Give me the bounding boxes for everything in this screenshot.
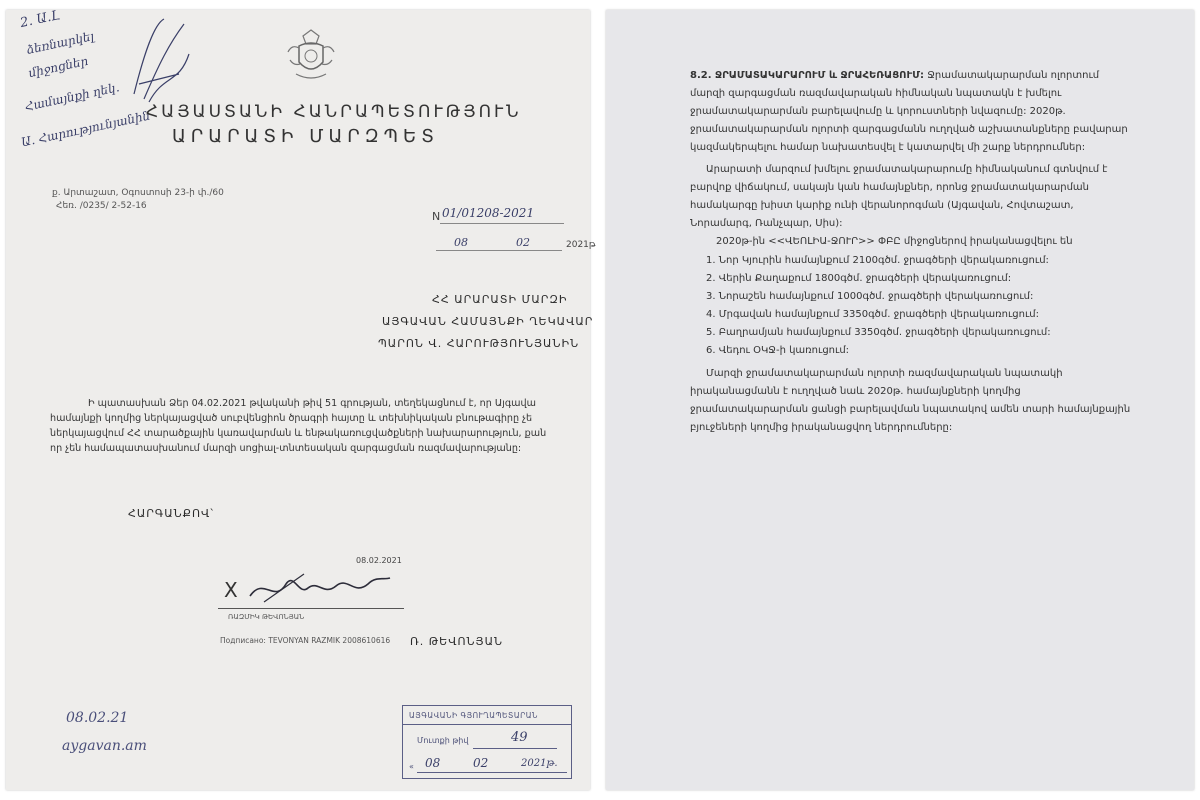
handwritten-line: միջոցներ bbox=[27, 53, 90, 81]
incoming-stamp bbox=[402, 705, 572, 779]
paragraph-line: իրականացմանն է ուղղված նաև 2020թ. համայնքների կողմից bbox=[690, 386, 1021, 397]
paragraph-line: Արարատի մարզում խմելու ջրամատակարարումը հիմնականում գտնվում է bbox=[706, 164, 1108, 175]
recipient-line: ՀՀ ԱՐԱՐԱՏԻ ՄԱՐԶԻ bbox=[432, 293, 568, 306]
sign-x-mark: X bbox=[224, 578, 238, 602]
stamp-month: 02 bbox=[473, 756, 489, 770]
paragraph-line: համակարգը խիստ կարիք ունի վերանորոգման (Այգավան, Հովտաշատ, bbox=[690, 200, 1074, 211]
handwritten-date: 08.02.21 bbox=[66, 710, 129, 726]
stamp-year: 2021թ. bbox=[521, 758, 558, 769]
handwritten-line: Համայնքի ղեկ․ bbox=[23, 80, 121, 114]
list-item: 6. Վեդու ՕԿՋ-ի կառուցում: bbox=[706, 345, 850, 356]
paragraph-line: Նորամարգ, Ռանչպար, Սիս): bbox=[690, 218, 843, 229]
ref-underline bbox=[440, 223, 564, 224]
signature-line bbox=[218, 608, 404, 609]
stamp-incoming-number: 49 bbox=[511, 730, 528, 745]
letter-page bbox=[6, 7, 596, 790]
date-year: 2021թ bbox=[566, 240, 596, 250]
section-title: 8.2. ՋՐԱՄԱՏԱԿԱՐԱՐՈՒՄ և ՋՐԱՀԵՌԱՑՈՒՄ: bbox=[690, 70, 925, 81]
recipient-line: ԱՅԳԱՎԱՆ ՀԱՄԱՅՆՔԻ ՂԵԿԱՎԱՐ bbox=[382, 315, 594, 328]
phone-text: Հեռ. /0235/ 2-52-16 bbox=[56, 201, 147, 211]
paragraph-line: ջրամատակարարման ոլորտի զարգացմանն ուղղված աշխատանքները բավարար bbox=[690, 124, 1128, 135]
ref-number: 01/01208-2021 bbox=[442, 206, 535, 220]
paragraph-line: բարվոք վիճակում, սակայն կան համայնքներ, որոնց ջրամատակարարման bbox=[690, 182, 1089, 193]
e-signature-text: Подписано: TEVONYAN RAZMIK 2008610616 bbox=[220, 636, 391, 645]
works-list bbox=[706, 252, 1051, 360]
list-item: 4. Մրգավան համայնքում 3350գծմ. ջրագծերի վերակառուցում: bbox=[706, 309, 1040, 320]
coat-of-arms-icon bbox=[284, 26, 338, 84]
paragraph-line: կազմակերպելու համար նախատեսվել է կատարվել մի շարք ներդրումներ: bbox=[690, 142, 1086, 153]
plan-page bbox=[606, 10, 1194, 790]
stamp-incoming-label: Մուտքի թիվ bbox=[417, 736, 469, 745]
ref-prefix: N bbox=[432, 210, 441, 223]
signer-caption: ՌԱԶՄԻԿ ԹԵՎՈՆՅԱՆ bbox=[228, 613, 305, 621]
paragraph-line: մարզի զարգացման ռազմավարական հիմնական նպատակն է խմելու bbox=[690, 88, 1062, 99]
list-item: 3. Նորաշեն համայնքում 1000գծմ. ջրագծերի վերակառուցում: bbox=[706, 291, 1034, 302]
closing-text: ՀԱՐԳԱՆՔՈՎ՝ bbox=[128, 507, 214, 520]
section-line bbox=[690, 68, 1099, 83]
handwritten-site: aygavan.am bbox=[62, 738, 147, 754]
paragraph-line: Ջրամատակարարման ոլորտում bbox=[927, 70, 1100, 81]
stamp-date-line bbox=[417, 772, 567, 773]
handwritten-line: Ա․ Հարությունյանին bbox=[19, 108, 152, 150]
date-month: 02 bbox=[516, 236, 530, 249]
signature-scribble-icon bbox=[124, 14, 194, 104]
stamp-quote-mark: « bbox=[409, 762, 414, 771]
authority-heading: ԱՐԱՐԱՏԻ ՄԱՐԶՊԵՏ bbox=[172, 126, 439, 147]
stamp-title: ԱՅԳԱՎԱՆԻ ԳՅՈՒՂԱՊԵՏԱՐԱՆ bbox=[409, 711, 538, 720]
list-item: 2. Վերին Քաղաքում 1800գծմ. ջրագծերի վերակառուցում: bbox=[706, 273, 1012, 284]
paragraph-line: բյուջեների կողմից իրականացվող ներդրումները: bbox=[690, 422, 953, 433]
date-day: 08 bbox=[454, 236, 468, 249]
handwritten-line: ձեռնարկել bbox=[25, 29, 96, 57]
paragraph-line: Մարզի ջրամատակարարման ոլորտի ռազմավարական նպատակի bbox=[706, 368, 1063, 379]
stamp-day: 08 bbox=[425, 756, 441, 770]
body-line: համայնքի կողմից ներկայացված սուբվենցիոն ծրագրի հայտը և տեխնիկական բնութագիրը չե bbox=[50, 413, 533, 424]
stamp-number-line bbox=[473, 748, 557, 749]
body-line: Ի պատասխան Ձեր 04.02.2021 թվականի թիվ 51 գրության, տեղեկացնում է, որ Այգավա bbox=[88, 398, 536, 409]
list-intro: 2020թ-ին <<ՎԵՈԼԻԱ-ՋՈՒՐ>> ՓԲԸ միջոցներով իրականացվելու են bbox=[716, 236, 1073, 247]
paragraph-line: ջրամատակարարման ցանցի բարելավման նպատակով ամեն տարի համայնքային bbox=[690, 404, 1131, 415]
list-item: 5. Բաղրամյան համայնքում 3350գծմ. ջրագծերի վերակառուցում: bbox=[706, 327, 1051, 338]
address-text: ք. Արտաշատ, Օգոստոսի 23-ի փ./60 bbox=[52, 188, 224, 198]
paragraph-line: ջրամատակարարման բարելավումը և կորուստների նվազումը: 2020թ. bbox=[690, 106, 1066, 117]
sign-date: 08.02.2021 bbox=[356, 556, 402, 565]
signer-name: Ռ. ԹԵՎՈՆՅԱՆ bbox=[410, 635, 504, 648]
signature-icon bbox=[244, 566, 394, 610]
body-line: որ չեն համապատասխանում մարզի սոցիալ-տնտեսական զարգացման ռազմավարությանը: bbox=[50, 443, 522, 454]
list-item: 1. Նոր Կյուրին համայնքում 2100գծմ. ջրագծերի վերակառուցում: bbox=[706, 255, 1049, 266]
stamp-divider bbox=[403, 724, 571, 725]
country-heading: ՀԱՅԱՍՏԱՆԻ ՀԱՆՐԱՊԵՏՈՒԹՅՈՒՆ bbox=[146, 102, 522, 122]
recipient-line: ՊԱՐՈՆ Վ. ՀԱՐՈՒԹՅՈՒՆՅԱՆԻՆ bbox=[378, 337, 580, 350]
body-line: ներկայացվում ՀՀ տարածքային կառավարման և ենթակառուցվածքների նախարարություն, քան bbox=[50, 428, 547, 439]
handwritten-line: 2. Ա․Լ bbox=[18, 7, 62, 32]
date-underline bbox=[436, 250, 562, 251]
